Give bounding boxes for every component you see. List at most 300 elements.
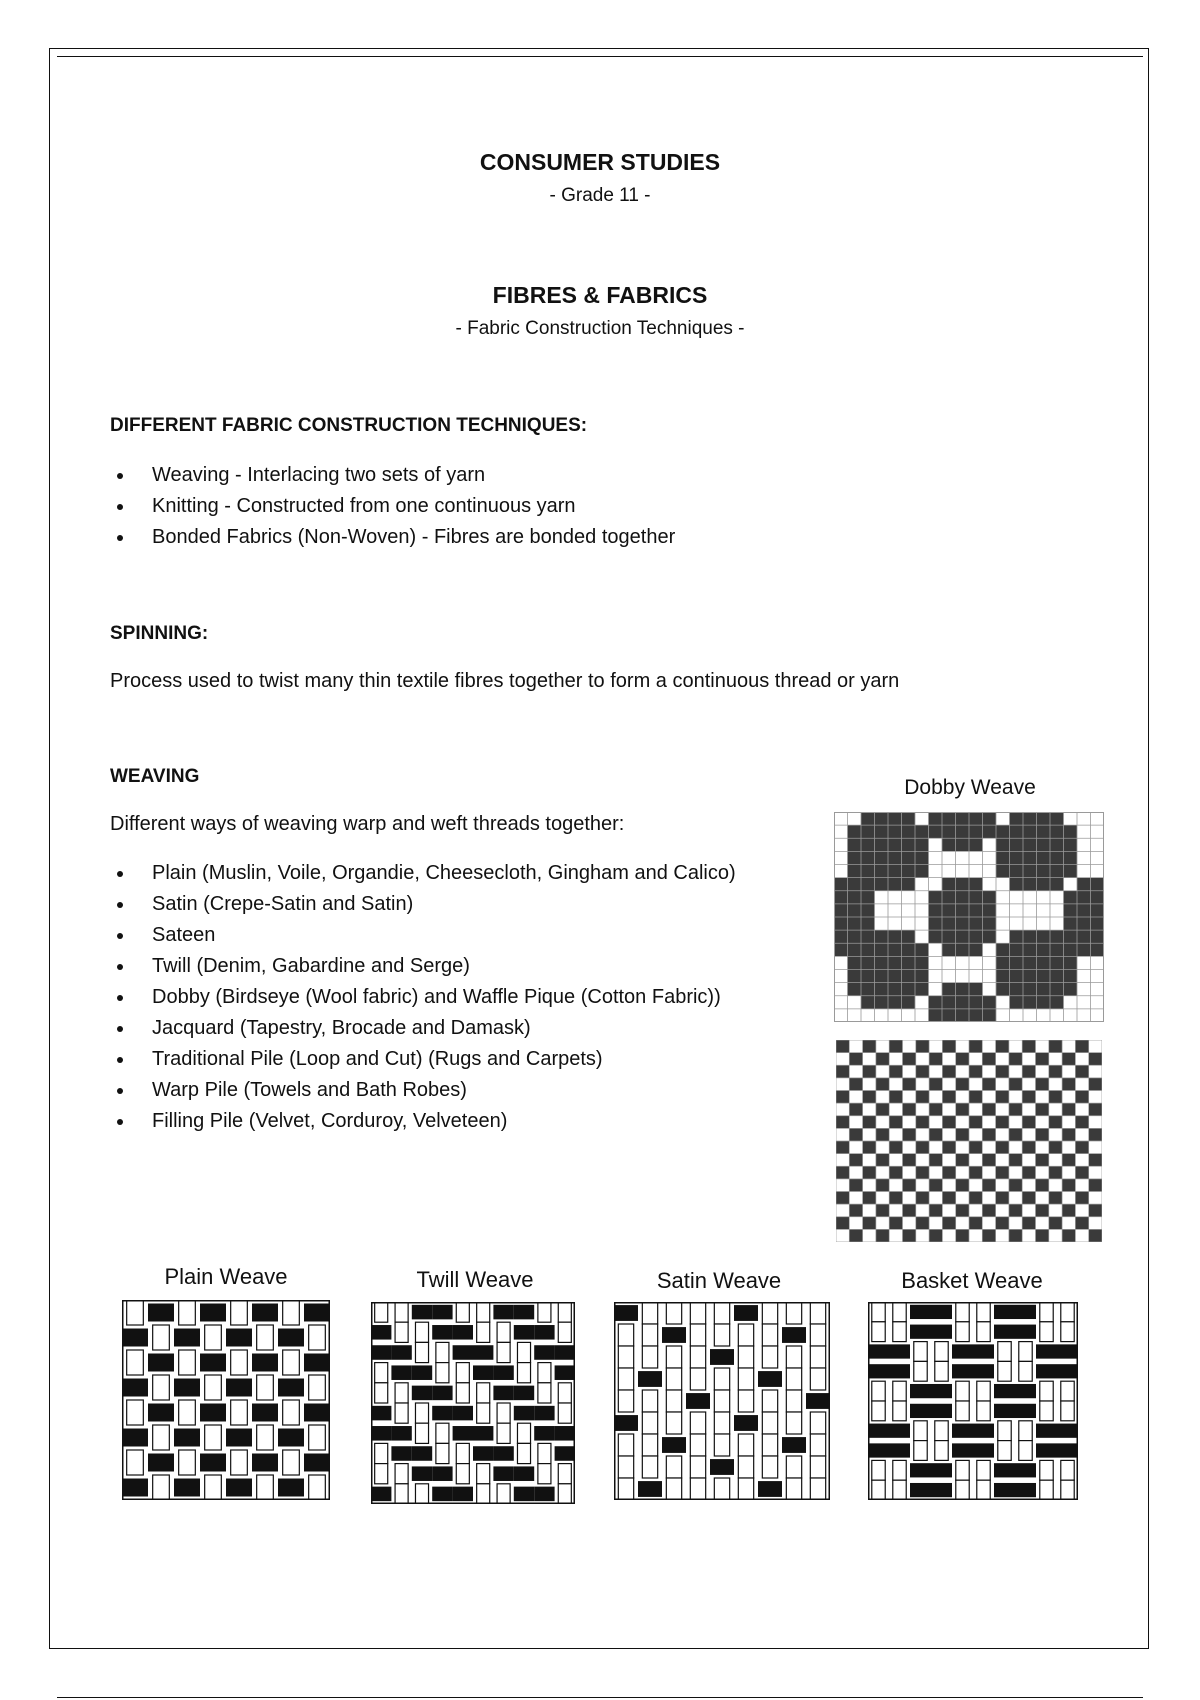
weave-cell <box>983 930 997 943</box>
weave-cell <box>309 1475 326 1500</box>
weave-cell <box>956 1009 970 1022</box>
weave-cell <box>982 1204 995 1217</box>
weave-cell <box>738 1346 753 1368</box>
weave-cell <box>1075 1116 1088 1129</box>
weave-cell <box>942 878 956 891</box>
weave-cell <box>497 1403 510 1423</box>
weave-cell <box>558 1403 571 1423</box>
weave-cell <box>714 1390 729 1412</box>
weave-cell <box>497 1322 510 1342</box>
weave-cell <box>929 891 943 904</box>
weave-cell <box>929 1103 942 1116</box>
weave-cell <box>836 1091 849 1104</box>
weave-cell <box>806 1393 830 1409</box>
weave-cell <box>861 825 875 838</box>
weave-cell <box>642 1302 657 1324</box>
weave-cell <box>738 1368 753 1390</box>
weave-cell <box>996 1040 1009 1053</box>
weave-cell <box>893 1480 906 1500</box>
weave-cell <box>714 1368 729 1390</box>
weave-cell <box>371 1487 391 1502</box>
weave-cell <box>257 1375 274 1400</box>
weave-cell <box>1010 838 1024 851</box>
weave-cell <box>1077 943 1091 956</box>
weave-cell <box>304 1354 330 1372</box>
weave-cell <box>1050 930 1064 943</box>
weave-cell <box>1037 878 1051 891</box>
weave-cell <box>1064 851 1078 864</box>
weave-cell <box>916 1116 929 1129</box>
weave-cell <box>1036 1154 1049 1167</box>
weave-cell <box>493 1386 513 1401</box>
weave-cell <box>1009 1128 1022 1141</box>
weave-cell <box>956 1460 969 1480</box>
weave-cell <box>914 1421 927 1441</box>
weave-cell <box>983 917 997 930</box>
weave-cell <box>1061 1480 1074 1500</box>
weave-cell <box>935 1441 948 1461</box>
weave-cell <box>861 838 875 851</box>
weave-cell <box>931 1305 952 1319</box>
weave-cell <box>283 1400 300 1425</box>
weave-cell <box>956 878 970 891</box>
weave-cell <box>395 1403 408 1423</box>
weave-cell <box>810 1478 825 1500</box>
weave-cell <box>226 1479 252 1497</box>
weave-cell <box>1064 917 1078 930</box>
weave-cell <box>534 1426 554 1441</box>
weave-cell <box>889 1424 910 1438</box>
weave-cell <box>910 1305 931 1319</box>
weave-cell <box>902 943 916 956</box>
weave-cell <box>834 943 848 956</box>
weave-cell <box>1091 930 1105 943</box>
weave-cell <box>412 1466 432 1481</box>
weave-cell <box>996 1141 1009 1154</box>
weave-cell <box>477 1484 490 1504</box>
twill-weave-label: Twill Weave <box>416 1267 534 1292</box>
satin-weave-diagram <box>614 1302 830 1500</box>
weave-cell <box>836 1116 849 1129</box>
twill-weave-diagram <box>371 1302 575 1504</box>
weaving-list <box>110 858 736 1137</box>
weave-cell <box>848 904 862 917</box>
weave-cell <box>309 1425 326 1450</box>
weave-cell <box>929 996 943 1009</box>
weave-cell <box>786 1346 801 1368</box>
weave-cell <box>1036 1204 1049 1217</box>
weave-cell <box>942 812 956 825</box>
weave-cell <box>876 1128 889 1141</box>
weave-cell <box>738 1478 753 1500</box>
weave-cell <box>375 1383 388 1403</box>
weave-cell <box>738 1434 753 1456</box>
weave-cell <box>1075 1166 1088 1179</box>
weave-cell <box>1061 1401 1074 1421</box>
weave-cell <box>786 1302 801 1324</box>
weave-cell <box>453 1487 473 1502</box>
weave-cell <box>200 1354 226 1372</box>
weave-cell <box>863 1116 876 1129</box>
weave-cell <box>848 930 862 943</box>
weaving-heading: WEAVING <box>110 766 200 787</box>
weave-cell <box>1010 812 1024 825</box>
weave-cell <box>1062 1128 1075 1141</box>
weave-cell <box>969 904 983 917</box>
weave-cell <box>786 1412 801 1434</box>
weave-cell <box>122 1379 148 1397</box>
weave-cell <box>903 1128 916 1141</box>
weave-cell <box>969 1141 982 1154</box>
weave-cell <box>714 1302 729 1324</box>
weave-cell <box>127 1400 144 1425</box>
weave-cell <box>309 1325 326 1350</box>
weave-cell <box>283 1300 300 1325</box>
weave-cell <box>893 1401 906 1421</box>
weave-cell <box>876 1078 889 1091</box>
weave-cell <box>888 996 902 1009</box>
weave-cell <box>1022 1040 1035 1053</box>
weave-cell <box>848 917 862 930</box>
weave-cell <box>432 1466 452 1481</box>
weave-cell <box>453 1406 473 1421</box>
weave-cell <box>889 1364 910 1378</box>
weave-cell <box>902 996 916 1009</box>
weave-cell <box>415 1342 428 1362</box>
weave-cell <box>902 865 916 878</box>
weave-cell <box>861 943 875 956</box>
weave-cell <box>982 1103 995 1116</box>
weave-cell <box>514 1325 534 1340</box>
weave-cell <box>910 1384 931 1398</box>
weave-cell <box>888 812 902 825</box>
weave-cell <box>762 1390 777 1412</box>
weave-cell <box>969 825 983 838</box>
weave-cell <box>888 878 902 891</box>
list-item: Sateen <box>110 920 736 951</box>
weave-cell <box>1064 930 1078 943</box>
weave-cell <box>1064 943 1078 956</box>
weave-cell <box>861 996 875 1009</box>
weave-cell <box>848 956 862 969</box>
weave-cell <box>231 1400 248 1425</box>
weave-cell <box>257 1325 274 1350</box>
weave-cell <box>849 1204 862 1217</box>
weave-cell <box>786 1390 801 1412</box>
weave-cell <box>810 1434 825 1456</box>
weave-cell <box>872 1302 885 1322</box>
weave-cell <box>848 851 862 864</box>
weave-cell <box>1036 1364 1057 1378</box>
weave-cell <box>1010 930 1024 943</box>
weave-cell <box>395 1383 408 1403</box>
weave-cell <box>200 1304 226 1322</box>
weave-cell <box>1015 1463 1036 1477</box>
weave-cell <box>690 1456 705 1478</box>
weave-cell <box>477 1403 490 1423</box>
weave-cell <box>200 1454 226 1472</box>
weave-cell <box>902 838 916 851</box>
weave-cell <box>994 1483 1015 1497</box>
weave-cell <box>875 943 889 956</box>
weave-cell <box>304 1404 330 1422</box>
weave-cell <box>395 1322 408 1342</box>
weave-cell <box>714 1478 729 1500</box>
weave-cell <box>956 1154 969 1167</box>
weave-cell <box>836 1192 849 1205</box>
weave-cell <box>666 1412 681 1434</box>
weave-cell <box>179 1450 196 1475</box>
weave-cell <box>1062 1078 1075 1091</box>
techniques-list <box>110 460 675 553</box>
weave-cell <box>969 812 983 825</box>
weave-cell <box>810 1324 825 1346</box>
weave-cell <box>1061 1381 1074 1401</box>
weave-cell <box>861 812 875 825</box>
weave-cell <box>205 1325 222 1350</box>
weave-cell <box>538 1302 551 1322</box>
weave-cell <box>375 1443 388 1463</box>
weave-cell <box>1037 943 1051 956</box>
weave-cell <box>642 1434 657 1456</box>
weave-cell <box>969 1009 983 1022</box>
weave-cell <box>1050 983 1064 996</box>
weave-cell <box>942 983 956 996</box>
weave-cell <box>714 1434 729 1456</box>
weave-cell <box>558 1464 571 1484</box>
weave-cell <box>942 825 956 838</box>
weave-cell <box>371 1406 391 1421</box>
weave-cell <box>174 1379 200 1397</box>
weave-cell <box>902 970 916 983</box>
weave-cell <box>453 1325 473 1340</box>
weave-cell <box>278 1479 304 1497</box>
weave-cell <box>942 891 956 904</box>
weave-cell <box>875 878 889 891</box>
weave-cell <box>996 956 1010 969</box>
weave-cell <box>1023 865 1037 878</box>
weave-cell <box>1010 983 1024 996</box>
weave-cell <box>916 1217 929 1230</box>
weave-cell <box>432 1487 452 1502</box>
weave-cell <box>1064 825 1078 838</box>
weave-cell <box>994 1463 1015 1477</box>
weave-cell <box>910 1404 931 1418</box>
weave-cell <box>848 943 862 956</box>
weave-cell <box>956 1229 969 1242</box>
weave-cell <box>861 891 875 904</box>
weave-cell <box>555 1345 575 1360</box>
weave-cell <box>848 878 862 891</box>
weave-cell <box>391 1426 411 1441</box>
weave-cell <box>1023 983 1037 996</box>
weave-cell <box>1019 1441 1032 1461</box>
weave-cell <box>977 1460 990 1480</box>
weave-cell <box>848 865 862 878</box>
weave-cell <box>915 970 929 983</box>
weave-cell <box>863 1141 876 1154</box>
list-item: Traditional Pile (Loop and Cut) (Rugs and Carpets) <box>110 1044 736 1075</box>
weave-cell <box>538 1464 551 1484</box>
weave-cell <box>618 1368 633 1390</box>
weave-cell <box>888 983 902 996</box>
weave-cell <box>153 1475 170 1500</box>
weave-cell <box>969 1091 982 1104</box>
weave-cell <box>1023 812 1037 825</box>
weave-cell <box>849 1053 862 1066</box>
satin-weave-label: Satin Weave <box>656 1268 782 1293</box>
weave-cell <box>432 1325 452 1340</box>
weave-cell <box>375 1302 388 1322</box>
weave-cell <box>982 1128 995 1141</box>
weave-cell <box>534 1325 554 1340</box>
weave-cell <box>174 1329 200 1347</box>
weave-cell <box>517 1423 530 1443</box>
weave-cell <box>956 943 970 956</box>
weave-cell <box>889 1344 910 1358</box>
weave-cell <box>942 1192 955 1205</box>
weave-cell <box>1050 851 1064 864</box>
weave-cell <box>1089 1154 1102 1167</box>
weave-cell <box>710 1459 734 1475</box>
weave-cell <box>1062 1053 1075 1066</box>
weave-cell <box>642 1390 657 1412</box>
weave-cell <box>371 1325 391 1340</box>
weave-cell <box>861 878 875 891</box>
weave-cell <box>810 1302 825 1324</box>
weave-cell <box>252 1454 278 1472</box>
weave-cell <box>473 1426 493 1441</box>
list-item: Plain (Muslin, Voile, Organdie, Cheesecloth, Gingham and Calico) <box>110 858 736 889</box>
weave-cell <box>1075 1217 1088 1230</box>
weave-cell <box>868 1364 889 1378</box>
weave-cell <box>893 1302 906 1322</box>
weave-cell <box>996 970 1010 983</box>
weave-cell <box>1064 983 1078 996</box>
weave-cell <box>956 996 970 1009</box>
weave-cell <box>666 1478 681 1500</box>
weave-cell <box>497 1342 510 1362</box>
weave-cell <box>1091 878 1105 891</box>
weave-cell <box>200 1404 226 1422</box>
weave-cell <box>863 1065 876 1078</box>
weave-cell <box>1022 1141 1035 1154</box>
weave-cell <box>889 1166 902 1179</box>
weave-cell <box>538 1383 551 1403</box>
weave-cell <box>915 851 929 864</box>
weave-cell <box>849 1103 862 1116</box>
weave-cell <box>1015 1483 1036 1497</box>
weave-cell <box>876 1154 889 1167</box>
weave-cell <box>453 1345 473 1360</box>
weave-cell <box>983 825 997 838</box>
list-item: Warp Pile (Towels and Bath Robes) <box>110 1075 736 1106</box>
weave-cell <box>205 1475 222 1500</box>
weave-cell <box>231 1300 248 1325</box>
weave-cell <box>391 1365 411 1380</box>
weave-cell <box>517 1363 530 1383</box>
weave-cell <box>935 1342 948 1362</box>
weave-cell <box>1040 1381 1053 1401</box>
weave-cell <box>915 943 929 956</box>
weave-cell <box>1050 956 1064 969</box>
weave-cell <box>1023 878 1037 891</box>
weave-cell <box>931 1463 952 1477</box>
weave-cell <box>1064 904 1078 917</box>
weave-cell <box>902 956 916 969</box>
weave-cell <box>1036 1424 1057 1438</box>
weave-cell <box>861 930 875 943</box>
weave-cell <box>1040 1302 1053 1322</box>
weave-cell <box>836 1217 849 1230</box>
weave-cell <box>969 917 983 930</box>
weave-cell <box>1062 1103 1075 1116</box>
weave-cell <box>436 1342 449 1362</box>
weave-cell <box>514 1386 534 1401</box>
weave-cell <box>122 1329 148 1347</box>
weave-cell <box>983 1009 997 1022</box>
weave-cell <box>538 1443 551 1463</box>
weave-cell <box>1050 825 1064 838</box>
weave-cell <box>902 878 916 891</box>
weave-cell <box>863 1217 876 1230</box>
weave-cell <box>863 1192 876 1205</box>
weave-cell <box>415 1423 428 1443</box>
weave-cell <box>888 930 902 943</box>
weave-cell <box>1019 1342 1032 1362</box>
weave-cell <box>1036 1179 1049 1192</box>
weave-cell <box>893 1381 906 1401</box>
weave-cell <box>734 1415 758 1431</box>
weave-cell <box>952 1364 973 1378</box>
weave-cell <box>1022 1116 1035 1129</box>
weave-cell <box>956 904 970 917</box>
weave-cell <box>977 1381 990 1401</box>
weave-cell <box>969 1217 982 1230</box>
weave-cell <box>666 1368 681 1390</box>
weave-cell <box>1062 1229 1075 1242</box>
weave-cell <box>929 812 943 825</box>
weave-cell <box>836 1141 849 1154</box>
weave-cell <box>889 1065 902 1078</box>
weave-cell <box>395 1464 408 1484</box>
weave-cell <box>1077 891 1091 904</box>
weave-cell <box>849 1154 862 1167</box>
spinning-text: Process used to twist many thin textile fibres together to form a continuous thread or yarn <box>110 670 900 692</box>
weave-cell <box>942 1091 955 1104</box>
weave-cell <box>1022 1091 1035 1104</box>
weave-cell <box>412 1365 432 1380</box>
weave-cell <box>868 1443 889 1457</box>
list-item: Satin (Crepe-Satin and Satin) <box>110 889 736 920</box>
weave-cell <box>252 1404 278 1422</box>
dobby-weave-label: Dobby Weave <box>904 776 1036 799</box>
techniques-heading: DIFFERENT FABRIC CONSTRUCTION TECHNIQUES: <box>110 415 588 436</box>
weave-cell <box>1037 983 1051 996</box>
list-item: Bonded Fabrics (Non-Woven) - Fibres are bonded together <box>110 522 675 553</box>
weave-cell <box>1077 904 1091 917</box>
weave-cell <box>998 1421 1011 1441</box>
weave-cell <box>952 1424 973 1438</box>
weave-cell <box>996 1217 1009 1230</box>
weave-cell <box>477 1464 490 1484</box>
weave-cell <box>493 1305 513 1320</box>
weave-cell <box>1009 1103 1022 1116</box>
weave-cell <box>969 878 983 891</box>
weave-cell <box>1057 1344 1078 1358</box>
weave-cell <box>996 943 1010 956</box>
weave-cell <box>861 970 875 983</box>
